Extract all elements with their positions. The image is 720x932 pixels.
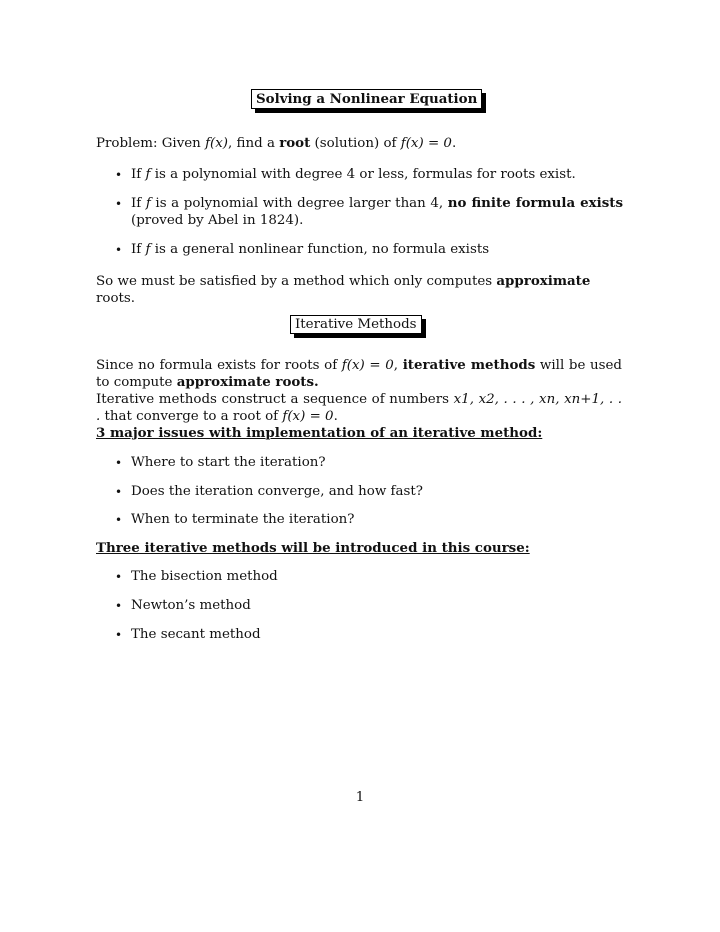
section-title-iterative: Iterative Methods (290, 315, 422, 334)
bullet-dot: • (115, 570, 123, 584)
list-item: Where to start the iteration? (131, 455, 326, 470)
section-title-nonlinear: Solving a Nonlinear Equation (251, 89, 482, 109)
bullet-dot: • (115, 628, 123, 642)
bullet-dot: • (115, 485, 123, 499)
iterative-sequence: Iterative methods construct a sequence of numbers x1, x2, . . . , xn, xn+1, . . . that converge to a root of f(x) = 0. (96, 392, 622, 424)
bullet-dot: • (115, 456, 123, 470)
list-item: When to terminate the iteration? (131, 512, 355, 527)
problem-statement: Problem: Given f(x), find a root (solution) of f(x) = 0. (96, 135, 457, 151)
list-item: If f is a polynomial with degree 4 or less, formulas for roots exist. (131, 167, 576, 182)
list-item: Does the iteration converge, and how fast? (131, 484, 423, 499)
iterative-intro: Since no formula exists for roots of f(x) = 0, iterative methods will be used to compute approximate roots. (96, 357, 623, 390)
list-item: Newton’s method (131, 598, 251, 613)
bullet-dot: • (115, 168, 123, 182)
bullet-dot: • (115, 243, 123, 257)
bullet-dot: • (115, 197, 123, 211)
bullet-dot: • (115, 513, 123, 527)
page-number: 1 (355, 790, 365, 805)
issues-heading: 3 major issues with implementation of an iterative method: (96, 425, 543, 441)
bullet-dot: • (115, 599, 123, 613)
list-item: If f is a general nonlinear function, no formula exists (131, 242, 490, 257)
methods-heading: Three iterative methods will be introduced in this course: (96, 540, 530, 556)
list-item: The secant method (131, 627, 261, 642)
list-item: The bisection method (131, 569, 278, 584)
conclusion-text: So we must be satisfied by a method which only computes approximate roots. (96, 273, 591, 306)
list-item: If f is a polynomial with degree larger than 4, no finite formula exists (proved by Abel in 1824). (131, 195, 623, 228)
